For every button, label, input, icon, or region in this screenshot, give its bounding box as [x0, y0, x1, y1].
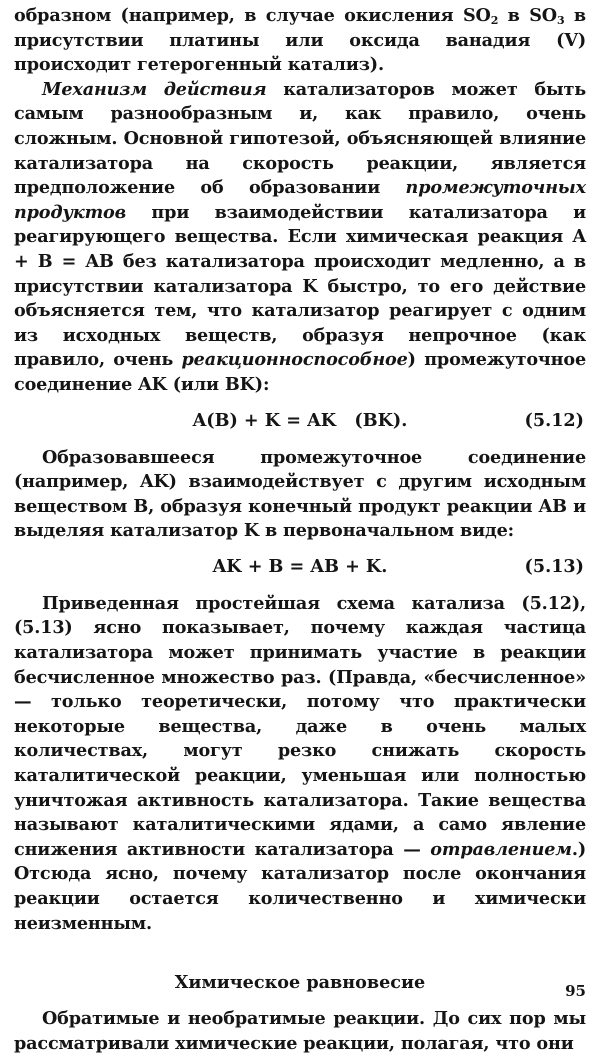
equation-number: (5.12) — [524, 409, 584, 431]
text-run: в присутствии платины или оксида ванадия (V) происходит гетерогенный катализ). — [14, 5, 586, 76]
text-run: ) промежуточное соединение AK (или BK): — [14, 349, 586, 395]
equation-formula: A(B) + K = AK (BK). — [192, 409, 408, 431]
text-run: при взаимодействии катализатора и реагирующего вещества. Если химическая реакция A + B = AB без катализатора происходит медленно, а в присутствии катализатора K быстро, то его действие объясняется тем, что катализатор реагирует с одним из исходных веществ, образуя непрочное (как правило, очень — [14, 201, 586, 371]
section-title: Химическое равновесие — [174, 972, 426, 994]
page-number: 95 — [565, 982, 586, 1000]
equation-number: (5.13) — [524, 555, 584, 577]
text-run: До сих пор мы рассматривали химические реакции, полагая, что они — [14, 1008, 586, 1054]
equation-5-13 — [14, 544, 586, 592]
italic-term: отравлением — [430, 838, 572, 860]
bold-run-in-heading: Обратимые и необратимые реакции. — [42, 1008, 425, 1030]
text-run: в SO — [498, 5, 557, 26]
italic-term: Механизм действия — [42, 78, 267, 100]
text-page — [14, 4, 586, 1056]
paragraph-intermediate: Образовавшееся промежуточное соединение (например, AK) взаимодействует с другим исходным веществом B, образуя конечный продукт реакции AB и выделяя катализатор K в первоначальном виде: — [14, 446, 586, 542]
italic-term: реакционноспособное — [181, 349, 408, 371]
paragraph-reversible — [14, 1007, 586, 1056]
text-run: Приведенная простейшая схема катализа (5.12), (5.13) ясно показывает, почему каждая частица катализатора может принимать участие в реакции бесчисленное множество раз. (Правда, «бесчисленное» — только теоретически, потому что практически некоторые вещества, даже в очень малых количествах, могут резко снижать скорость каталитической реакции, уменьшая или полностью уничтожая активность катализатора. Такие вещества называют каталитическими ядами, а само явление снижения активности катализатора — — [14, 592, 586, 860]
paragraph-catalysis-example — [14, 4, 586, 78]
equation-5-12 — [14, 398, 586, 446]
equation-formula: AK + B = AB + K. — [212, 555, 388, 577]
paragraph-mechanism — [14, 78, 586, 398]
subscript: 2 — [490, 14, 499, 27]
paragraph-scheme — [14, 592, 586, 936]
text-run: .) Отсюда ясно, почему катализатор после окончания реакции остается количественно и химически неизменным. — [14, 838, 586, 934]
text-run: образном (например, в случае окисления SO — [14, 5, 491, 26]
italic-term: промежуточных продуктов — [14, 177, 586, 223]
subscript: 3 — [556, 14, 565, 27]
text-run: катализаторов может быть самым разнообразным и, как правило, очень сложным. Основной гипотезой, объясняющей влияние катализатора на скорость реакции, является предположение об образовании — [14, 78, 586, 199]
